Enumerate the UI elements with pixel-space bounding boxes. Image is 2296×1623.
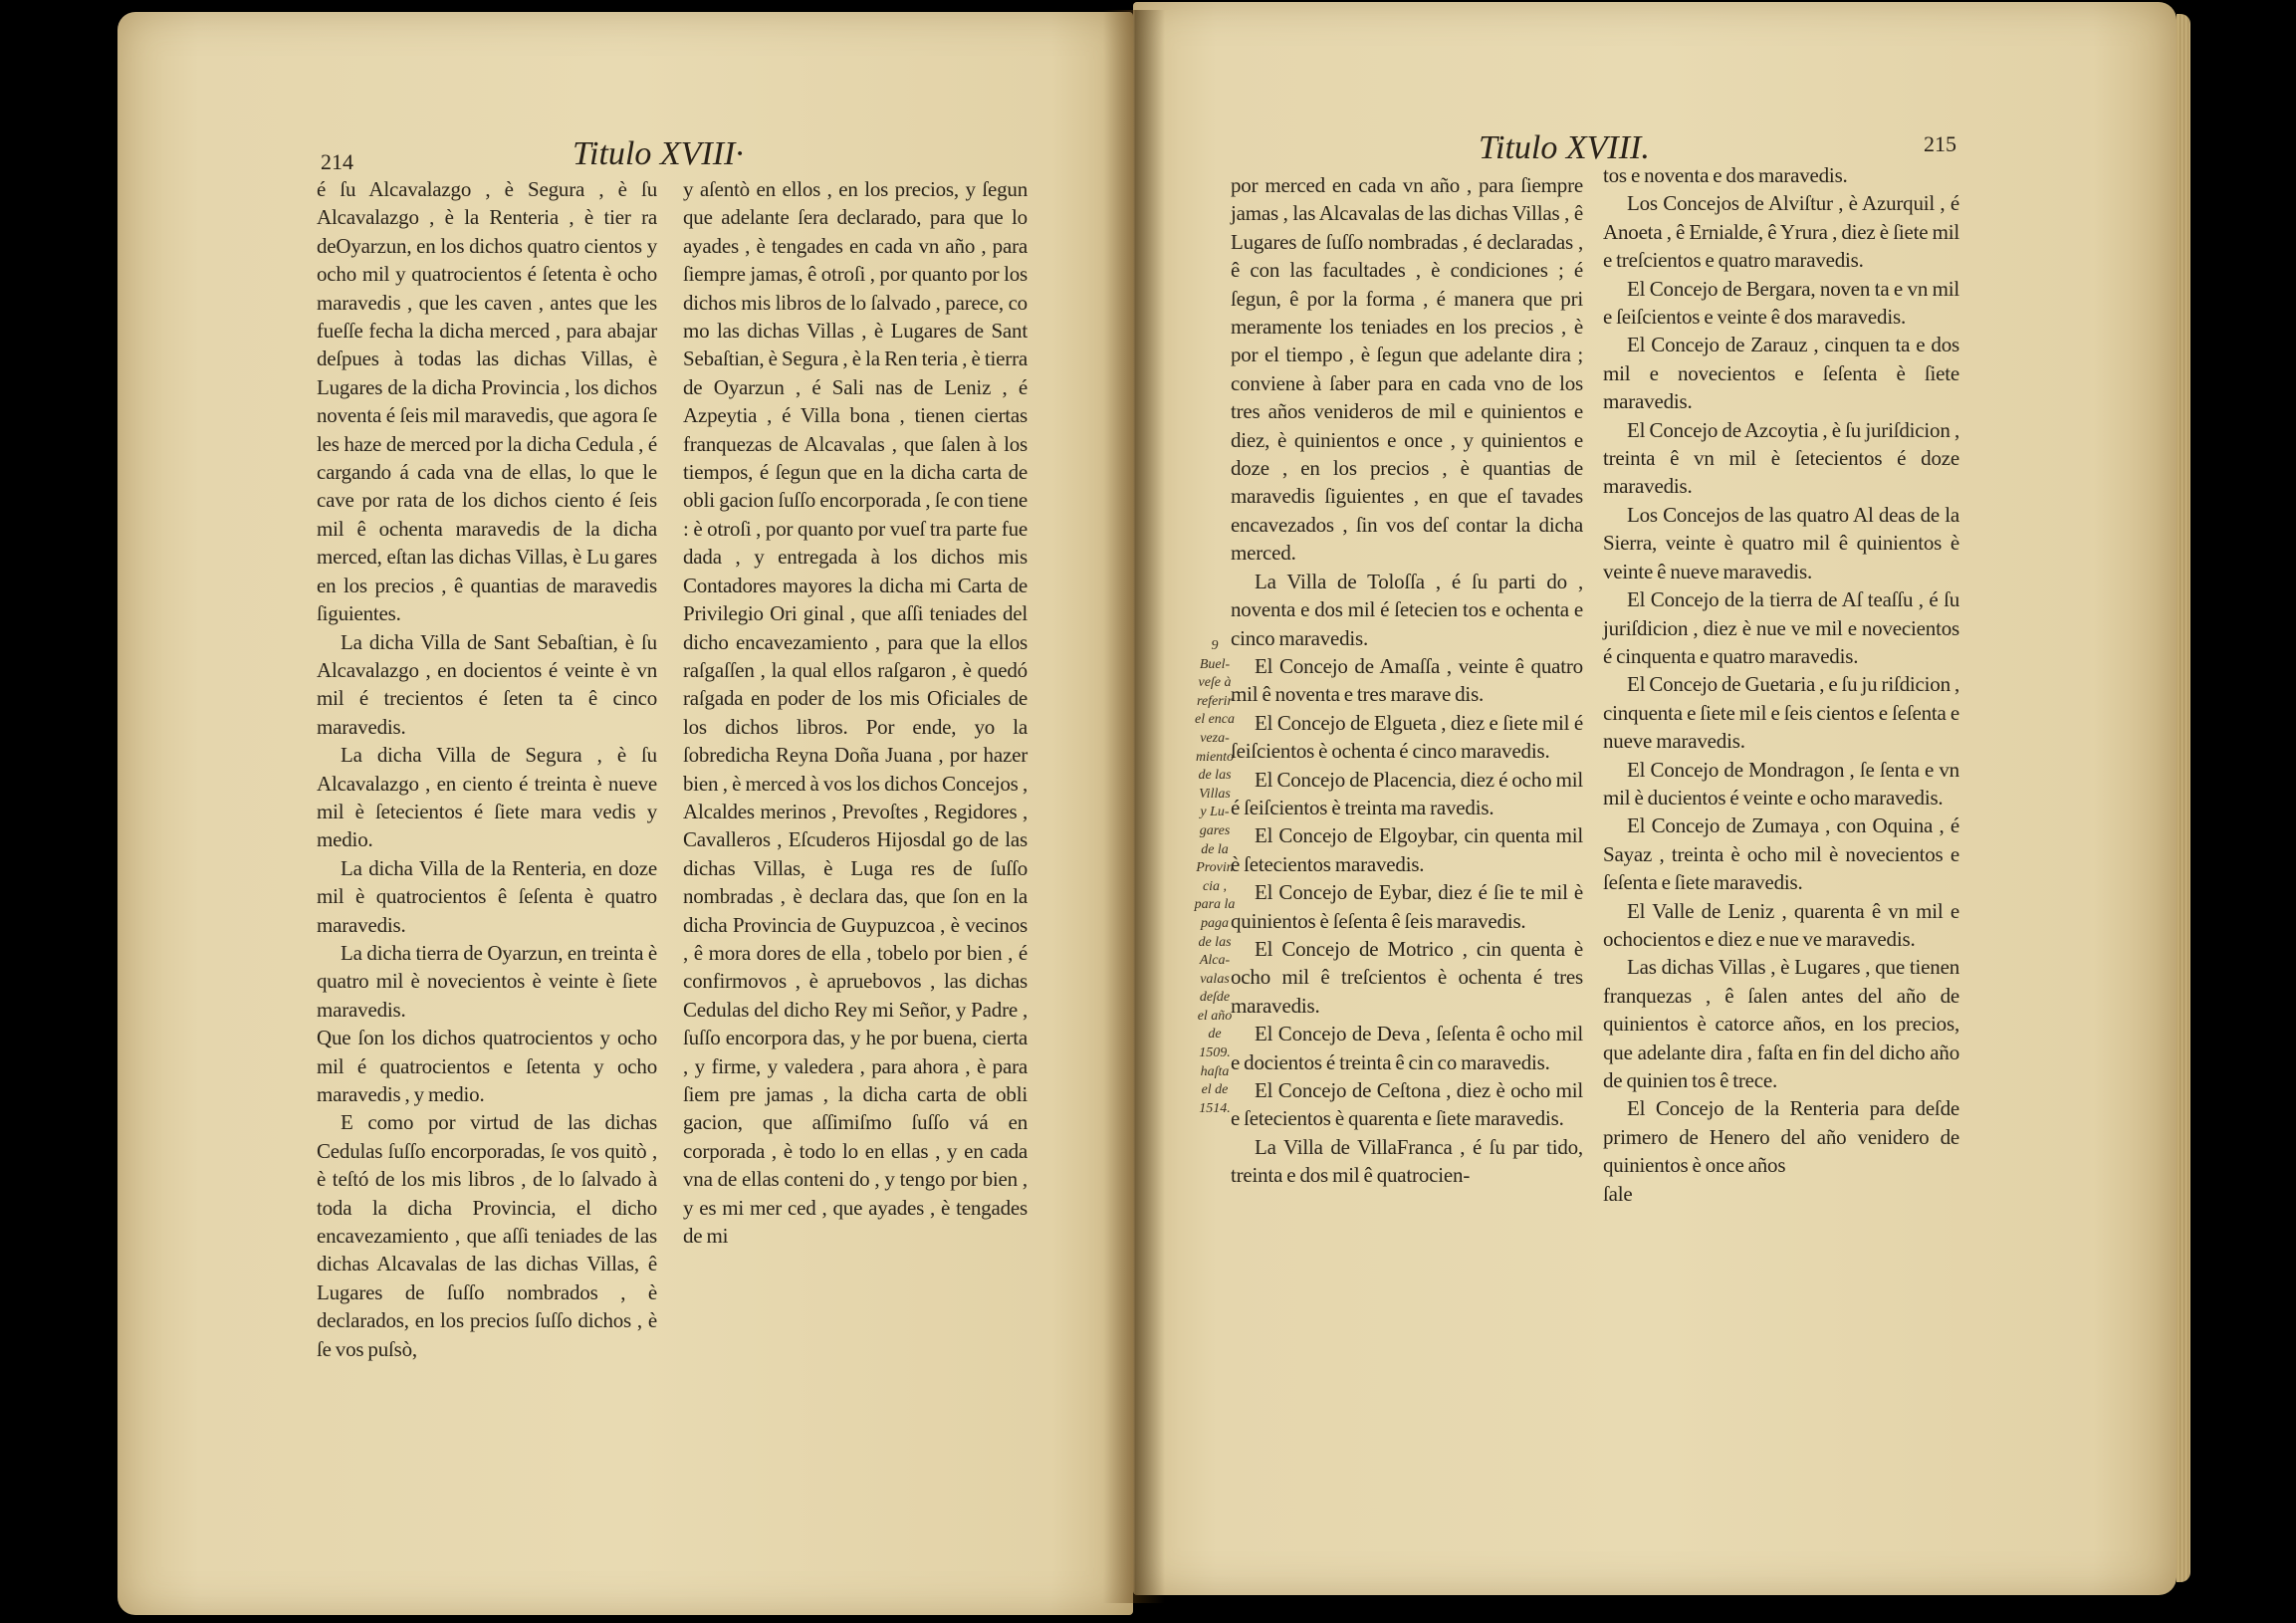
right-column-2 (1603, 161, 1959, 1208)
marginal-note-line: Alca- (1199, 953, 1231, 969)
marginal-note-line: 1514. (1199, 1100, 1231, 1116)
marginal-note-line: Provin (1196, 860, 1234, 876)
left-folio: 214 (321, 149, 353, 174)
marginal-note-line: gares (1199, 822, 1231, 838)
marginal-note-line: referir (1196, 693, 1234, 709)
marginal-note-line: 1509. (1199, 1045, 1231, 1061)
paragraph: El Concejo de Eybar, diez é ſie te mil è quinientos è ſeſenta ê ſeis maravedis. (1231, 880, 1583, 933)
paragraph: La Villa de VillaFranca , é ſu par tido, treinta e dos mil ê quatrocien- (1231, 1134, 1583, 1188)
book-gutter (1103, 10, 1165, 1603)
paragraph: El Concejo de Placencia, diez é ocho mil é ſeiſcientos è treinta ma ravedis. (1231, 767, 1583, 819)
paragraph: é ſu Alcavalazgo , è Segura , è ſu Alcavalazgo , è la Renteria , è tier ra deOyarzun, en los dichos quatro cientos y ocho mil y quatrocientos é ſetenta è ocho maravedis , que les caven , antes que les fueſſe fecha la dicha merced , para abajar deſpues à todas las dichas Villas, è Lugares de la dicha Provincia , los dichos noventa é ſeis mil maravedis, que agora ſe les haze de merced por la dicha Cedula , é cargando á cada vna de ellas, lo que le cave por rata de los dichos ciento é ſeis mil ê ochenta maravedis de la dicha merced, eſtan las dichas Villas, è Lu gares en los precios , ê quantias de maravedis ſiguientes. (317, 177, 657, 626)
left-column-2 (683, 175, 1028, 1250)
paragraph: El Concejo de Azcoytia , è ſu juriſdicion , treinta ê vn mil è ſetecientos é doze maravedis. (1603, 417, 1959, 499)
paragraph: El Concejo de Mondragon , ſe ſenta e vn mil è ducientos é veinte e ocho maravedis. (1603, 757, 1959, 810)
right-folio: 215 (1924, 131, 1956, 156)
paragraph: El Concejo de Zumaya , con Oquina , é Sayaz , treinta è ocho mil è novecientos e ſeſenta e ſiete maravedis. (1603, 813, 1959, 895)
marginal-note-line: y Lu- (1200, 805, 1230, 820)
right-running-head: Titulo XVIII. (1479, 129, 1650, 166)
marginal-note-line: 9 (1211, 638, 1219, 653)
left-column-1 (317, 175, 657, 1363)
marginal-note-line: haſta (1200, 1063, 1230, 1079)
left-running-head: Titulo XVIII· (573, 135, 744, 172)
marginal-note-line: valas (1200, 971, 1230, 987)
paragraph: E como por virtud de las dichas Cedulas ſuſſo encorporadas, ſe vos quitò , è teſtó de los mis libros , de lo ſalvado à toda la dicha Provincia, el dicho encavezamiento , que aſſi teniades de las dichas Alcavalas de las dichas Villas, ê Lugares de ſuſſo nombrados , è declarados, en los precios ſuſſo dichos , è ſe vos puſsò, (317, 1110, 657, 1361)
paragraph: El Concejo de Amaſſa , veinte ê quatro mil ê noventa e tres marave dis. (1231, 653, 1583, 707)
right-column-1 (1231, 171, 1583, 1190)
paragraph: Que ſon los dichos quatrocientos y ocho mil é quatrocientos e ſetenta y ocho maravedis , y medio. (317, 1026, 657, 1106)
paragraph: por merced en cada vn año , para ſiempre jamas , las Alcavalas de las dichas Villas , ê Lugares de ſuſſo nombradas , é declaradas , ê con las facultades , è condiciones ; é ſegun, ê por la forma , é manera que pri meramente los teniades en los precios , è por el tiempo , è ſegun que adelante dira ; conviene à ſaber para en cada vno de los tres años venideros de mil e quinientos e diez, è quinientos e once , y quinientos e doze , en los precios , è quantias de maravedis ſiguientes , en que eſ tavades encavezados , ſin vos deſ contar la dicha merced. (1231, 173, 1583, 566)
paragraph: El Concejo de la Renteria para deſde primero de Henero del año venidero de quinientos è once años (1603, 1096, 1959, 1178)
paragraph: El Concejo de Elgoybar, cin quenta mil è ſetecientos maravedis. (1231, 823, 1583, 876)
marginal-note-line: de la (1201, 841, 1229, 857)
paragraph: El Concejo de Bergara, noven ta e vn mil e ſeiſcientos e veinte ê dos maravedis. (1603, 276, 1959, 330)
paragraph: El Concejo de Zarauz , cinquen ta e dos mil e novecientos e ſeſenta è ſiete maravedis. (1603, 333, 1959, 414)
paragraph: La dicha Villa de Segura , è ſu Alcavalazgo , en ciento é treinta è nueve mil è ſetecientos é ſiete mara vedis y medio. (317, 743, 657, 852)
marginal-note-line: para la (1194, 897, 1236, 913)
paragraph: El Concejo de Ceſtona , diez è ocho mil e ſetecientos è quarenta e ſiete maravedis. (1231, 1078, 1583, 1131)
marginal-note-line: Villas (1199, 786, 1231, 802)
paragraph: El Concejo de Deva , ſeſenta ê ocho mil e docientos é treinta ê cin co maravedis. (1231, 1022, 1583, 1074)
paragraph: ſale (1603, 1181, 1633, 1206)
paragraph: Las dichas Villas , è Lugares , que tienen franquezas , ê ſalen antes del año de quinientos è catorce años, en los precios, que adelante dira , faſta en fin del dicho año de quinien tos ê trece. (1603, 955, 1959, 1092)
page-edges (2177, 14, 2190, 1582)
paragraph: La dicha Villa de Sant Sebaſtian, è ſu Alcavalazgo , en docientos é veinte è vn mil é trecientos é ſeten ta ê cinco maravedis. (317, 629, 657, 739)
paragraph: El Concejo de Guetaria , e ſu ju riſdicion , cinquenta e ſiete mil e ſeis cientos e ſeſenta e nueve maravedis. (1603, 672, 1959, 754)
marginal-note-line: de las (1198, 768, 1232, 784)
paragraph: El Concejo de Elgueta , diez e ſiete mil é ſeiſcientos è ochenta é cinco maravedis. (1231, 710, 1583, 764)
marginal-note-line: de las (1198, 934, 1232, 950)
paragraph: El Concejo de Motrico , cin quenta è ocho mil ê treſcientos è ochenta é tres maravedis. (1231, 936, 1583, 1018)
paragraph: El Valle de Leniz , quarenta ê vn mil e ochocientos e diez e nue ve maravedis. (1603, 898, 1959, 951)
marginal-note-line: deſde (1199, 990, 1231, 1006)
paragraph: La Villa de Toloſſa , é ſu parti do , noventa e dos mil é ſetecien tos e ochenta e cinco maravedis. (1231, 569, 1583, 650)
marginal-note-line: cia , (1202, 878, 1228, 894)
marginal-note-line: de (1208, 1027, 1222, 1043)
marginal-note-line: paga (1201, 915, 1229, 931)
marginal-note-line: el enca (1194, 712, 1236, 728)
marginal-note-line: veza- (1200, 730, 1230, 746)
marginal-note-line: el de (1201, 1082, 1229, 1098)
paragraph: La dicha Villa de la Renteria, en doze mil è quatrocientos ê ſeſenta è quatro maravedis. (317, 855, 657, 937)
paragraph: y aſentò en ellos , en los precios, y ſegun que adelante ſera declarado, para que lo ayades , è tengades en cada vn año , para ſiempre jamas, ê otroſi , por quanto por los dichos mis libros de lo ſalvado , parece, co mo las dichas Villas , è Lugares de Sant Sebaſtian, è Segura , è la Ren teria , è tierra de Oyarzun , é Sali nas de Leniz , é Azpeytia , é Villa bona , tienen ciertas franquezas de Alcavalas , que ſalen à los tiempos, é ſegun que en la dicha carta de obli gacion ſuſſo encorporada , ſe con tiene : è otroſi , por quanto por vueſ tra parte fue dada , y entregada à los dichos mis Contadores mayores la dicha mi Carta de Privilegio Ori ginal , que aſſi teniades del dicho encavezamiento , para que la ellos raſgaſſen , la qual ellos raſgaron , è quedó raſgada en poder de los mis Oficiales de los dichos libros. Por ende, yo la ſobredicha Reyna Doña Juana , por hazer bien , è merced à vos los dichos Concejos , Alcaldes merinos , Prevoſtes , Regidores , Cavalleros , Eſcuderos Hijosdal go de las dichas Villas, è Luga res de ſuſſo nombradas , è declara das, que ſon en la dicha Provincia de Guypuzcoa , è vecinos , ê mora dores de ella , tobelo por bien , é confirmovos , è apruebovos , las dichas Cedulas del dicho Rey mi Señor, y Padre , ſuſſo encorpora das, y he por buena, cierta , y firme, y valedera , para ahora , è para ſiem pre jamas , la dicha carta de obli gacion, que aſſimiſmo ſuſſo vá en corporada , è todo lo en ellas , y en cada vna de ellas conteni do , y tengo por bien , y es mi mer ced , que ayades , è tengades de mi (683, 177, 1028, 1249)
paragraph: El Concejo de la tierra de Aſ teaſſu , é ſu juriſdicion , diez è nue ve mil e novecientos é cinquenta e quatro maravedis. (1603, 587, 1959, 668)
paragraph: La dicha tierra de Oyarzun, en treinta è quatro mil è novecientos è veinte è ſiete maravedis. (317, 940, 657, 1022)
marginal-note-line: miento (1195, 749, 1235, 765)
paragraph: tos e noventa e dos maravedis. (1603, 163, 1848, 187)
paragraph: Los Concejos de las quatro Al deas de la Sierra, veinte è quatro mil ê quinientos è veinte ê nueve maravedis. (1603, 502, 1959, 583)
marginal-note-line: Buel- (1199, 656, 1231, 672)
marginal-note-line: el año (1197, 1008, 1233, 1024)
paragraph: Los Concejos de Alviſtur , è Azurquil , é Anoeta , ê Ernialde, ê Yrura , diez è ſiete mil e treſcientos e quatro maravedis. (1603, 191, 1959, 273)
marginal-note-line: veſe à (1198, 675, 1232, 691)
